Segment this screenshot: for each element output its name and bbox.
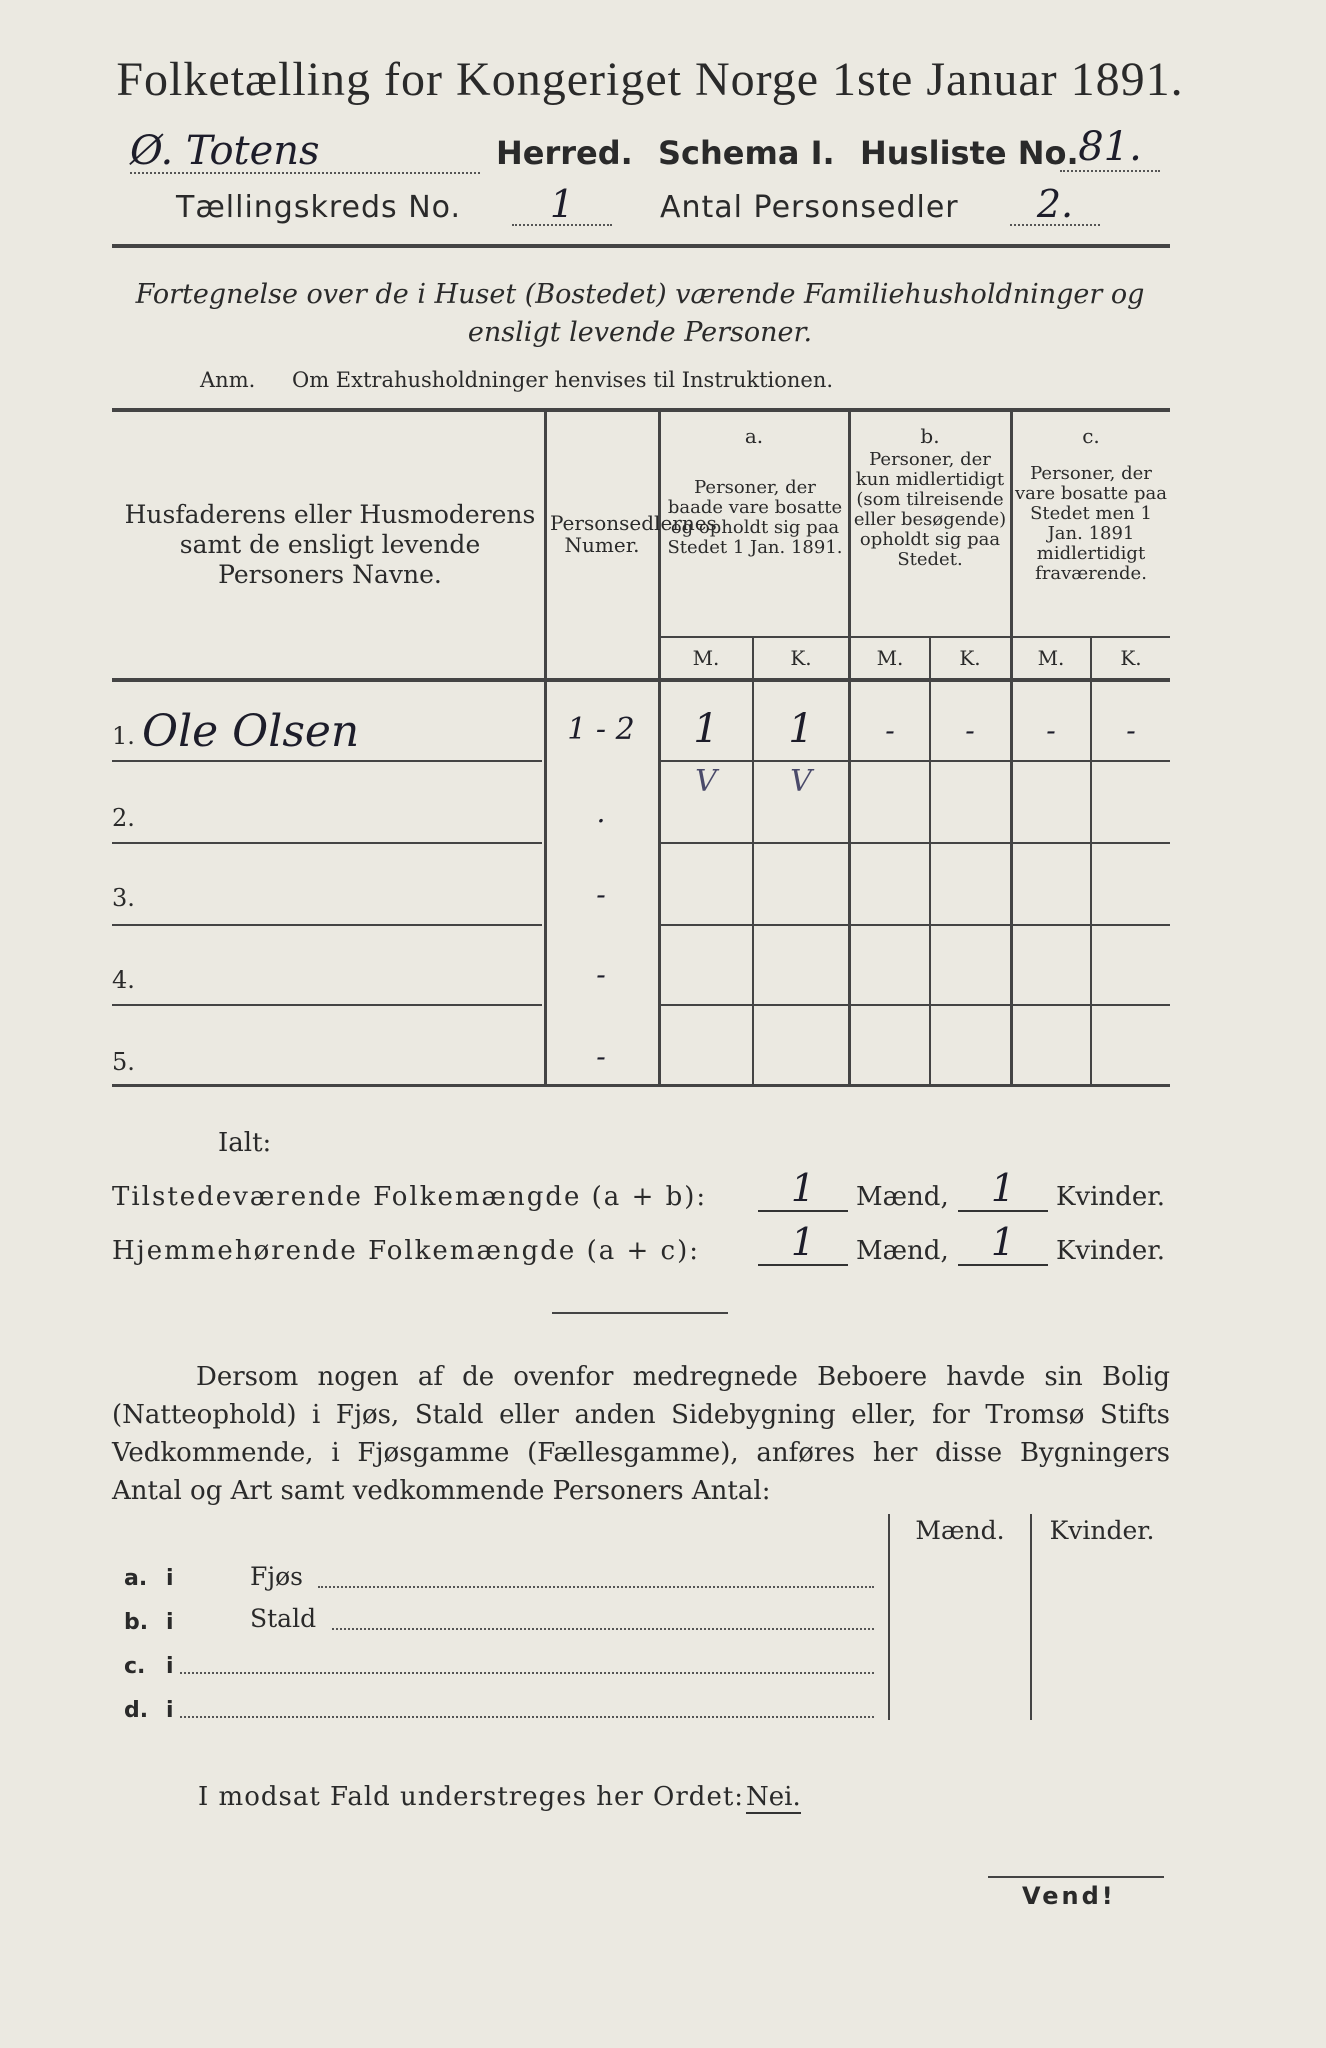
c-m-label: M. (1037, 646, 1065, 670)
building-d-i: i (166, 1698, 174, 1723)
row-numer-1: 1 - 2 (567, 712, 635, 747)
building-col-kvinder: Kvinder. (1049, 1516, 1155, 1545)
totals-line2-label: Hjemmehørende Folkemængde (a + c): (112, 1236, 700, 1266)
row-name-1: Ole Olsen (142, 706, 360, 757)
note-prefix: Anm. (200, 368, 256, 392)
building-a-dots (318, 1586, 874, 1588)
row-num-4: 4. (112, 966, 135, 994)
col-divider-name (544, 410, 547, 1086)
totals-line2-kvinder: Kvinder. (1056, 1236, 1166, 1266)
col-divider-b (1010, 410, 1013, 1086)
building-c-dots (180, 1672, 874, 1674)
row-line-4 (112, 1004, 542, 1006)
schema-label: Schema I. (658, 134, 835, 172)
totals-line2-m: 1 (758, 1220, 848, 1266)
ialt-label: Ialt: (218, 1128, 272, 1158)
mk-subheader-top (660, 636, 1170, 638)
building-a-letter: a. (124, 1566, 148, 1591)
row-c-k-1: - (1126, 714, 1136, 747)
col-name-header: Husfaderens eller Husmoderens samt de ensligt levende Personers Navne. (124, 500, 536, 589)
col-divider-b-mk (929, 638, 931, 1086)
row-line-3-right (660, 924, 1170, 926)
building-a-i: i (166, 1566, 174, 1591)
antal-label: Antal Personsedler (660, 190, 959, 225)
building-col-divider-1 (888, 1514, 890, 1720)
col-divider-c-mk (1090, 638, 1092, 1086)
totals-line1-k: 1 (958, 1166, 1048, 1212)
row-b-k-1: - (965, 714, 975, 747)
building-d-letter: d. (124, 1698, 149, 1723)
herred-label: Herred. (496, 134, 633, 172)
row-line-1 (112, 760, 542, 762)
row-num-2: 2. (112, 804, 135, 832)
vend-label: Vend! (1022, 1882, 1116, 1910)
c-k-label: K. (1120, 646, 1142, 670)
kreds-label: Tællingskreds No. (176, 190, 461, 225)
row-line-1-right (660, 760, 1170, 762)
col-c-header: Personer, der vare bosatte paa Stedet men 1 Jan. 1891 midlertidigt fraværende. (1014, 463, 1168, 584)
b-m-label: M. (876, 646, 904, 670)
a-m-label: M. (692, 646, 720, 670)
building-c-letter: c. (124, 1654, 146, 1679)
totals-line2-maend: Mænd, (856, 1236, 949, 1266)
totals-line1-label: Tilstedeværende Folkemængde (a + b): (112, 1182, 708, 1212)
col-numer-header: Personsedlernes Numer. (550, 511, 717, 557)
col-c-letter: c. (1082, 424, 1100, 448)
row-a-m-2: V (695, 764, 717, 799)
building-b-i: i (166, 1610, 174, 1635)
row-a-k-1: 1 (788, 706, 814, 752)
col-a-header: Personer, der baade vare bosatte og opholdt sig paa Stedet 1 Jan. 1891. (667, 477, 843, 558)
intro-heading: Fortegnelse over de i Huset (Bostedet) værende Familiehusholdninger og ensligt levende Personer. (135, 279, 1145, 348)
table-bottom-border (112, 1084, 1170, 1087)
row-line-2 (112, 842, 542, 844)
row-numer-4: - (596, 958, 606, 991)
vend-rule (988, 1876, 1164, 1878)
building-b-letter: b. (124, 1610, 149, 1635)
header-divider (112, 244, 1170, 248)
row-num-5: 5. (112, 1048, 135, 1076)
row-c-m-1: - (1046, 714, 1056, 747)
totals-line1-kvinder: Kvinder. (1056, 1182, 1166, 1212)
totals-line1-m: 1 (758, 1166, 848, 1212)
bottom-paragraph: Dersom nogen af de ovenfor medregnede Beboere havde sin Bolig (Natteophold) i Fjøs, Stald eller anden Sidebygning eller, for Tromsø Stifts Vedkommende, i Fjøsgamme (Fællesgamme), anføres her disse Bygningers Antal og Art samt vedkommende Personers Antal: (112, 1362, 1170, 1506)
a-k-label: K. (790, 646, 812, 670)
building-b-dots (332, 1628, 874, 1630)
totals-line1-maend: Mænd, (856, 1182, 949, 1212)
building-col-maend: Mænd. (915, 1516, 1005, 1545)
row-numer-2: . (596, 796, 606, 829)
row-num-3: 3. (112, 884, 135, 912)
row-line-4-right (660, 1004, 1170, 1006)
building-a-label: Fjøs (250, 1562, 303, 1591)
nei-prefix: I modsat Fald understreges her Ordet: (198, 1782, 745, 1812)
row-numer-5: - (596, 1040, 606, 1073)
header-bottom-border (112, 678, 1170, 682)
col-b-letter: b. (920, 424, 940, 448)
form-title: Folketælling for Kongeriget Norge 1ste Januar 1891. (116, 53, 1184, 106)
building-c-i: i (166, 1654, 174, 1679)
row-b-m-1: - (885, 714, 895, 747)
building-col-divider-2 (1030, 1514, 1032, 1720)
row-numer-3: - (596, 878, 606, 911)
husliste-value: 81. (1060, 124, 1160, 172)
husliste-label: Husliste No. (860, 134, 1079, 172)
row-a-m-1: 1 (693, 706, 719, 752)
row-line-3 (112, 924, 542, 926)
col-a-letter: a. (744, 424, 764, 448)
section-divider (552, 1312, 728, 1314)
kreds-value: 1 (512, 182, 612, 226)
row-num-1: 1. (112, 722, 135, 750)
totals-line2-k: 1 (958, 1220, 1048, 1266)
note-text: Om Extrahusholdninger henvises til Instruktionen. (292, 368, 834, 392)
col-divider-a (848, 410, 851, 1086)
herred-value: Ø. Totens (130, 128, 480, 174)
row-line-2-right (660, 842, 1170, 844)
nei-word: Nei. (746, 1782, 801, 1812)
building-b-label: Stald (250, 1604, 317, 1633)
col-divider-a-mk (752, 638, 754, 1086)
b-k-label: K. (959, 646, 981, 670)
row-a-k-2: V (790, 764, 812, 799)
antal-value: 2. (1010, 182, 1100, 226)
col-b-header: Personer, der kun midlertidigt (som tilreisende eller besøgende) opholdt sig paa Stedet. (853, 449, 1007, 570)
building-d-dots (180, 1716, 874, 1718)
